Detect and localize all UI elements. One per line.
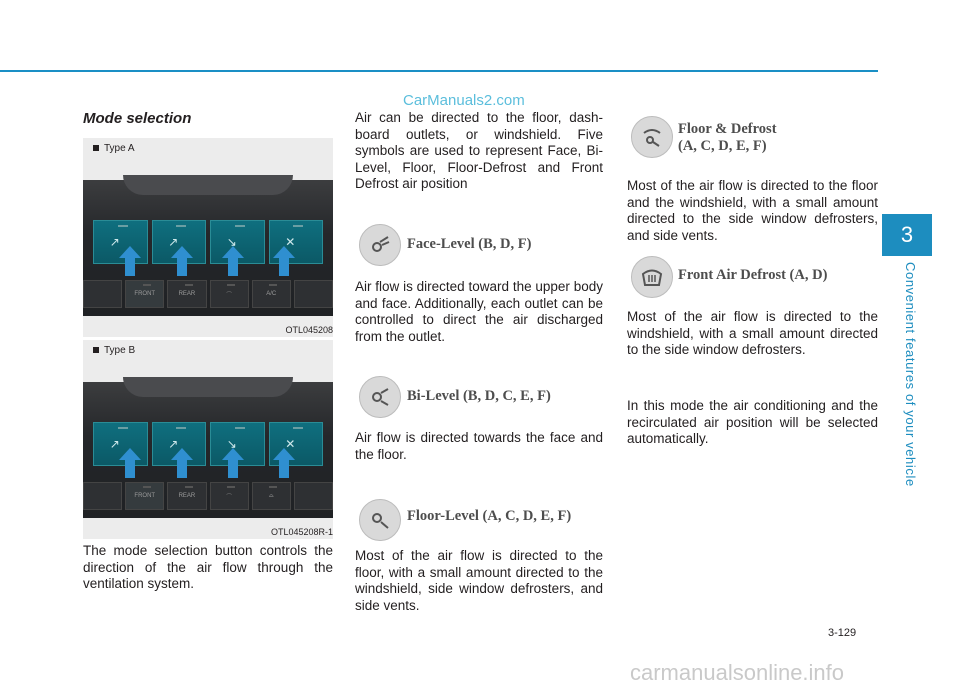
mode-title: Face-Level (B, D, F) xyxy=(407,236,532,252)
arrow-icon xyxy=(119,246,141,258)
mode-title: Bi-Level (B, D, C, E, F) xyxy=(407,388,551,404)
column2-intro: Air can be directed to the floor, dash-board outlets, or windshield. Five symbols are used to represent Face, Bi-Level, Floor, Floor-Defrost and Front Defrost air position xyxy=(355,110,603,191)
mode-title: Front Air Defrost (A, D) xyxy=(678,267,828,283)
face-level-icon xyxy=(359,224,401,266)
floor-level-icon xyxy=(359,499,401,541)
chapter-tab: 3 xyxy=(882,214,932,256)
face-mode-button: ↗ xyxy=(93,422,148,466)
arrow-icon xyxy=(171,246,193,258)
figure-type-a xyxy=(83,138,333,337)
recirculation-button: ⌒ xyxy=(210,280,249,308)
page-number: 3-129 xyxy=(828,627,857,639)
recirculation-button: ⌒ xyxy=(210,482,249,510)
arrow-icon xyxy=(273,246,295,258)
control-panel-image xyxy=(83,382,333,518)
figure-type-b xyxy=(83,340,333,539)
type-label: Type A xyxy=(93,143,135,154)
arrow-icon xyxy=(119,448,141,460)
type-label: Type B xyxy=(93,345,135,356)
mode-title: Floor-Level (A, C, D, E, F) xyxy=(407,508,572,524)
front-defrost-button: FRONT xyxy=(125,482,164,510)
rear-defrost-button: REAR xyxy=(167,280,206,308)
control-panel-image xyxy=(83,180,333,316)
arrow-icon xyxy=(222,448,244,460)
mode-title: Floor & Defrost (A, C, D, E, F) xyxy=(678,121,777,154)
rear-defrost-button: REAR xyxy=(167,482,206,510)
bi-level-icon xyxy=(359,376,401,418)
figure-caption: OTL045208 xyxy=(285,325,333,335)
mode-description: Air flow is directed towards the face and the floor. xyxy=(355,430,603,462)
front-defrost-button: FRONT xyxy=(125,280,164,308)
floor-defrost-mode-button: ✕ xyxy=(269,422,324,466)
header-rule xyxy=(0,70,878,72)
face-mode-button: ↗ xyxy=(93,220,148,264)
mode-description: Most of the air flow is directed to the floor and the windshield, with a small amount directed to the side window defrosters, and side vents. xyxy=(627,178,878,243)
outside-air-button: ⌓ xyxy=(252,482,291,510)
front-defrost-icon xyxy=(631,256,673,298)
arrow-icon xyxy=(273,448,295,460)
chapter-title: Convenient features of your vehicle xyxy=(903,262,918,487)
mode-description: Most of the air flow is directed to the windshield, with a small amount directed to the side window defrosters. xyxy=(627,309,878,357)
arrow-icon xyxy=(222,246,244,258)
auto-note: In this mode the air conditioning and the recirculated air position will be selected automatically. xyxy=(627,398,878,446)
watermark-top: CarManuals2.com xyxy=(403,92,525,109)
floor-defrost-mode-button: ✕ xyxy=(269,220,324,264)
mode-description: Most of the air flow is directed to the floor, with a small amount directed to the windshield, side window defrosters, and side vents. xyxy=(355,548,603,613)
section-title: Mode selection xyxy=(83,110,192,127)
arrow-icon xyxy=(171,448,193,460)
section-intro: The mode selection button controls the direction of the air flow through the ventilation system. xyxy=(83,543,333,591)
floor-defrost-icon xyxy=(631,116,673,158)
bi-level-mode-button: ↗ xyxy=(152,422,207,466)
ac-button: A/C xyxy=(252,280,291,308)
bi-level-mode-button: ↗ xyxy=(152,220,207,264)
mode-description: Air flow is directed toward the upper body and face. Additionally, each outlet can be controlled to direct the air discharged from the outlet. xyxy=(355,279,603,344)
figure-caption: OTL045208R-1 xyxy=(270,527,333,537)
floor-mode-button: ↘ xyxy=(210,422,265,466)
watermark-bottom: carmanualsonline.info xyxy=(630,660,845,685)
floor-mode-button: ↘ xyxy=(210,220,265,264)
